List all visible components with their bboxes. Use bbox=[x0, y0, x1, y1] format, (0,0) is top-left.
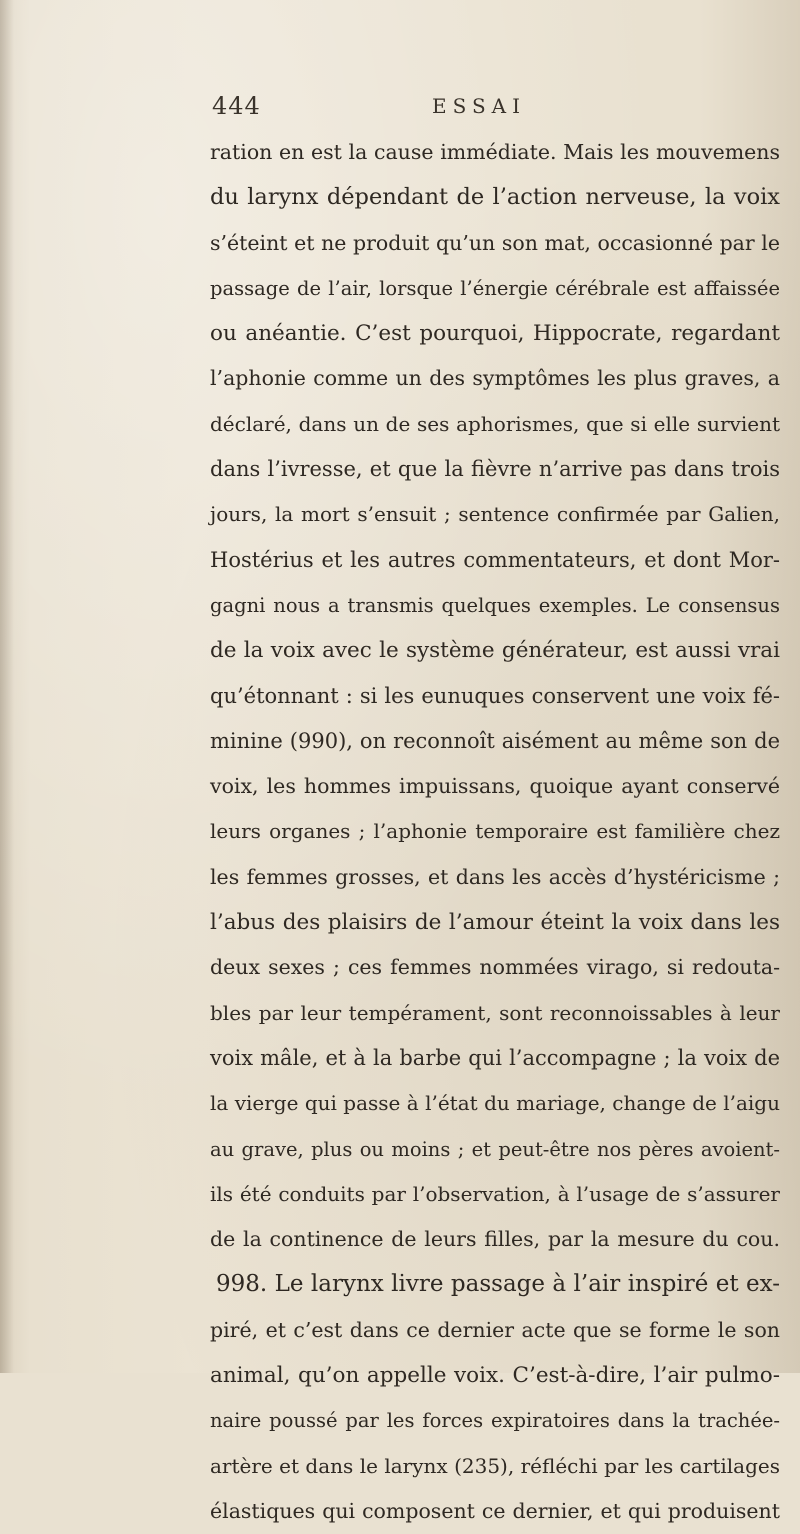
text-line: du larynx dépendant de l’action nerveuse, la voix bbox=[210, 184, 780, 211]
text-line: deux sexes ; ces femmes nommées virago, si redouta- bbox=[210, 955, 780, 980]
text-line: ration en est la cause immédiate. Mais les mouvemens bbox=[210, 140, 780, 164]
text-line: bles par leur tempérament, sont reconnoissables à leur bbox=[210, 1000, 780, 1025]
running-head: ESSAI bbox=[432, 94, 526, 118]
text-line: minine (990), on reconnoît aisément au même son de bbox=[210, 728, 780, 753]
text-line: naire poussé par les forces expiratoires dans la trachée- bbox=[210, 1409, 780, 1433]
text-line: qu’étonnant : si les eunuques conservent une voix fé- bbox=[210, 683, 780, 708]
page-binding-shadow bbox=[0, 0, 14, 1373]
text-line: de la voix avec le système générateur, est aussi vrai bbox=[210, 638, 780, 664]
text-line: ou anéantie. C’est pourquoi, Hippocrate, regardant bbox=[210, 321, 780, 347]
text-line: animal, qu’on appelle voix. C’est-à-dire, l’air pulmo- bbox=[210, 1363, 780, 1389]
text-line: les femmes grosses, et dans les accès d’hystéricisme ; bbox=[210, 864, 780, 889]
text-line: Hostérius et les autres commentateurs, et dont Mor- bbox=[210, 547, 780, 572]
text-line: passage de l’air, lorsque l’énergie cérébrale est affaissée bbox=[210, 276, 780, 300]
text-line: la vierge qui passe à l’état du mariage, change de l’aigu bbox=[210, 1091, 780, 1116]
text-line: piré, et c’est dans ce dernier acte que se forme le son bbox=[210, 1317, 780, 1342]
page-header bbox=[212, 92, 692, 132]
text-line: déclaré, dans un de ses aphorismes, que si elle survient bbox=[210, 411, 780, 436]
page-number: 444 bbox=[212, 92, 261, 120]
text-line: élastiques qui composent ce dernier, et qui produisent bbox=[210, 1498, 780, 1523]
text-line: l’abus des plaisirs de l’amour éteint la voix dans les bbox=[210, 910, 780, 936]
text-line: voix, les hommes impuissans, quoique ayant conservé bbox=[210, 774, 780, 799]
text-line: ils été conduits par l’observation, à l’usage de s’assurer bbox=[210, 1181, 780, 1206]
text-line: au grave, plus ou moins ; et peut-être nos pères avoient- bbox=[210, 1137, 780, 1161]
body-text bbox=[210, 130, 780, 1534]
text-line: gagni nous a transmis quelques exemples. Le consensus bbox=[210, 593, 780, 617]
text-line: artère et dans le larynx (235), réfléchi par les cartilages bbox=[210, 1453, 780, 1478]
text-line: s’éteint et ne produit qu’un son mat, occasionné par le bbox=[210, 230, 780, 255]
text-line: leurs organes ; l’aphonie temporaire est familière chez bbox=[210, 819, 780, 844]
text-line: jours, la mort s’ensuit ; sentence confirmée par Galien, bbox=[210, 502, 780, 527]
text-line: dans l’ivresse, et que la fièvre n’arrive pas dans trois bbox=[210, 457, 780, 482]
text-line: l’aphonie comme un des symptômes les plus graves, a bbox=[210, 366, 780, 391]
paragraph-start-line: 998. Le larynx livre passage à l’air inspiré et ex- bbox=[216, 1271, 780, 1298]
text-line: voix mâle, et à la barbe qui l’accompagne ; la voix de bbox=[210, 1045, 780, 1070]
text-line: de la continence de leurs filles, par la mesure du cou. bbox=[210, 1227, 780, 1252]
